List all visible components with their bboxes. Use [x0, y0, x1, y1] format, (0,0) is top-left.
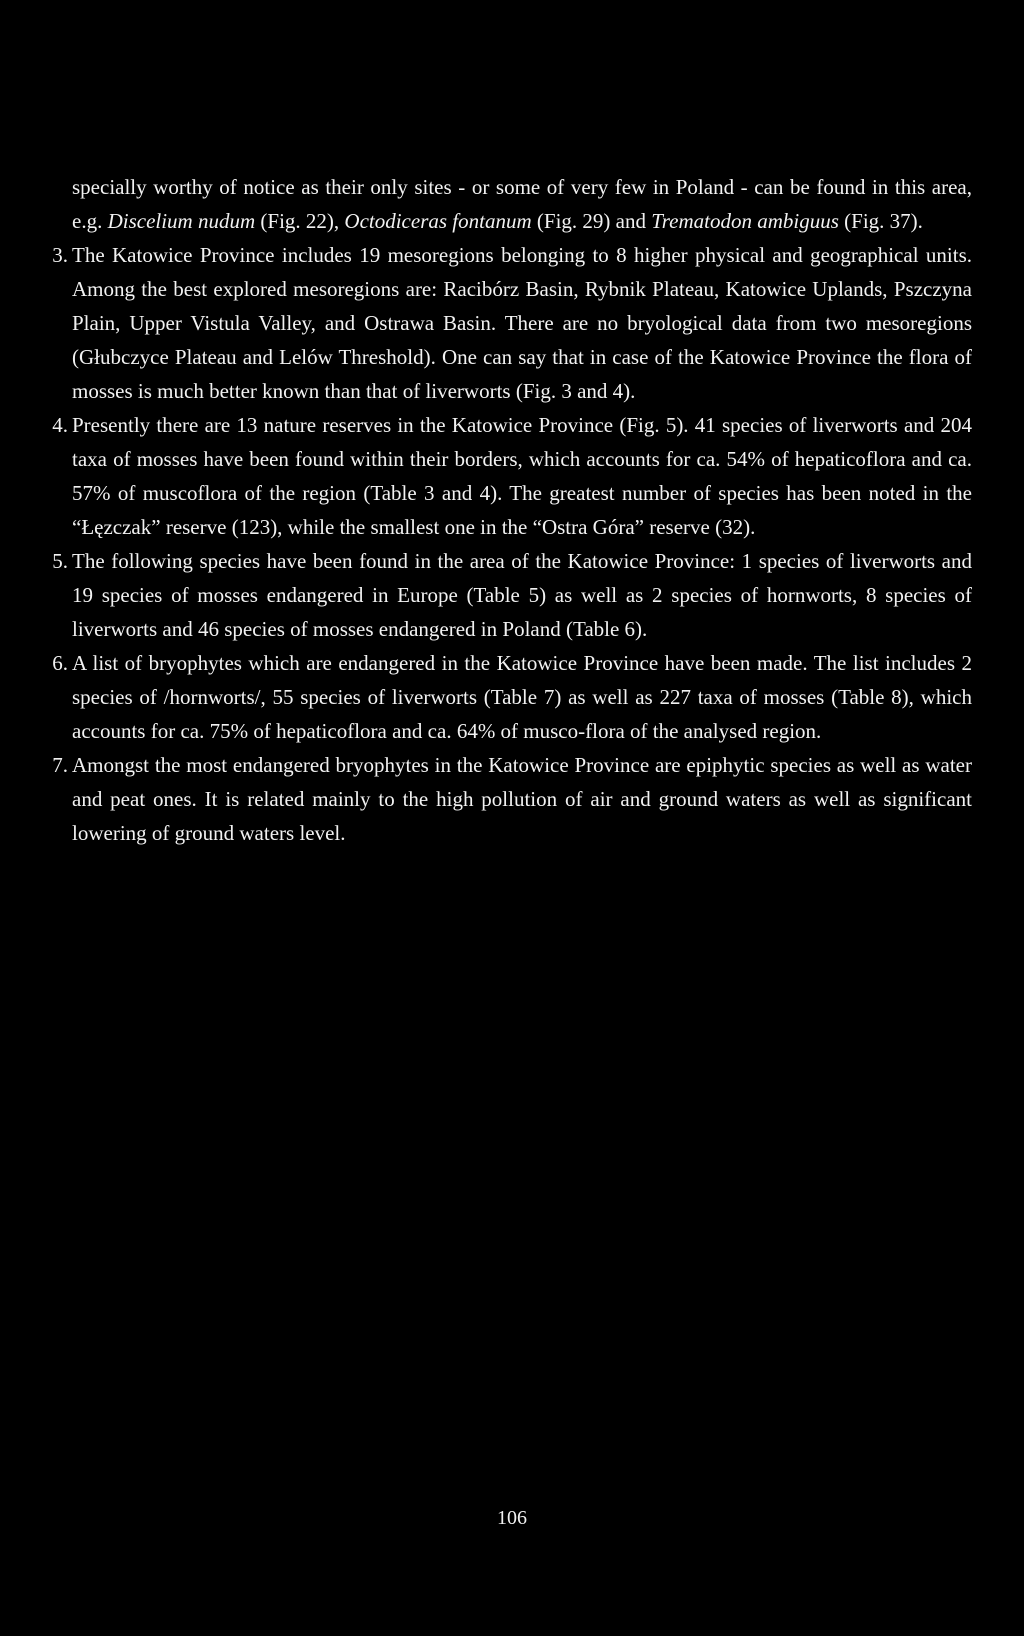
- item-text: The Katowice Province includes 19 mesoregions belonging to 8 higher physical and geographical units. Among the best explored mesoregions are: Racibórz Basin, Rybnik Plateau, Katowice Uplands, Pszczyna Plain, Upper Vistula Valley, and Ostrawa Basin. There are no bryological data from two mesoregions (Głubczyce Plateau and Lelów Threshold). One can say that in case of the Katowice Province the flora of mosses is much better known than that of liverworts (Fig. 3 and 4).: [72, 243, 972, 403]
- item-text: The following species have been found in the area of the Katowice Province: 1 species of liverworts and 19 species of mosses endangered in Europe (Table 5) as well as 2 species of hornworts, 8 species of liverworts and 46 species of mosses endangered in Poland (Table 6).: [72, 549, 972, 641]
- species-name: Discelium nudum: [107, 209, 256, 233]
- list-item-7: [52, 748, 972, 850]
- species-name: Octodiceras fontanum: [344, 209, 532, 233]
- intro-text-3: (Fig. 29) and: [531, 209, 652, 233]
- list-item-3: [52, 238, 972, 408]
- item-text: Presently there are 13 nature reserves in the Katowice Province (Fig. 5). 41 species of liverworts and 204 taxa of mosses have been found within their borders, which accounts for ca. 54% of hepaticoflora and ca. 57% of muscoflora of the region (Table 3 and 4). The greatest number of species has been noted in the “Łęzczak” reserve (123), while the smallest one in the “Ostra Góra” reserve (32).: [72, 413, 972, 539]
- list-item-4: [52, 408, 972, 544]
- list-item-5: [52, 544, 972, 646]
- list-item-6: [52, 646, 972, 748]
- intro-text-4: (Fig. 37).: [838, 209, 923, 233]
- item-text: Amongst the most endangered bryophytes in the Katowice Province are epiphytic species as well as water and peat ones. It is related mainly to the high pollution of air and ground waters as well as significant lowering of ground waters level.: [72, 753, 972, 845]
- intro-text-2: (Fig. 22),: [255, 209, 345, 233]
- item-number: 3.: [52, 243, 68, 267]
- intro-text-1: specially worthy of notice as their only sites - or some of very few in Poland - can be found in this area, e.g.: [72, 175, 972, 233]
- item-number: 5.: [52, 549, 68, 573]
- item-number: 4.: [52, 413, 68, 437]
- body-text: [52, 170, 972, 850]
- item-number: 6.: [52, 651, 68, 675]
- species-name: Trematodon ambiguus: [651, 209, 839, 233]
- page-number: 106: [497, 1507, 527, 1529]
- continued-paragraph: [72, 170, 972, 238]
- item-text: A list of bryophytes which are endangered in the Katowice Province have been made. The list includes 2 species of /hornworts/, 55 species of liverworts (Table 7) as well as 227 taxa of mosses (Table 8), which accounts for ca. 75% of hepaticoflora and ca. 64% of musco-flora of the analysed region.: [72, 651, 972, 743]
- item-number: 7.: [52, 753, 68, 777]
